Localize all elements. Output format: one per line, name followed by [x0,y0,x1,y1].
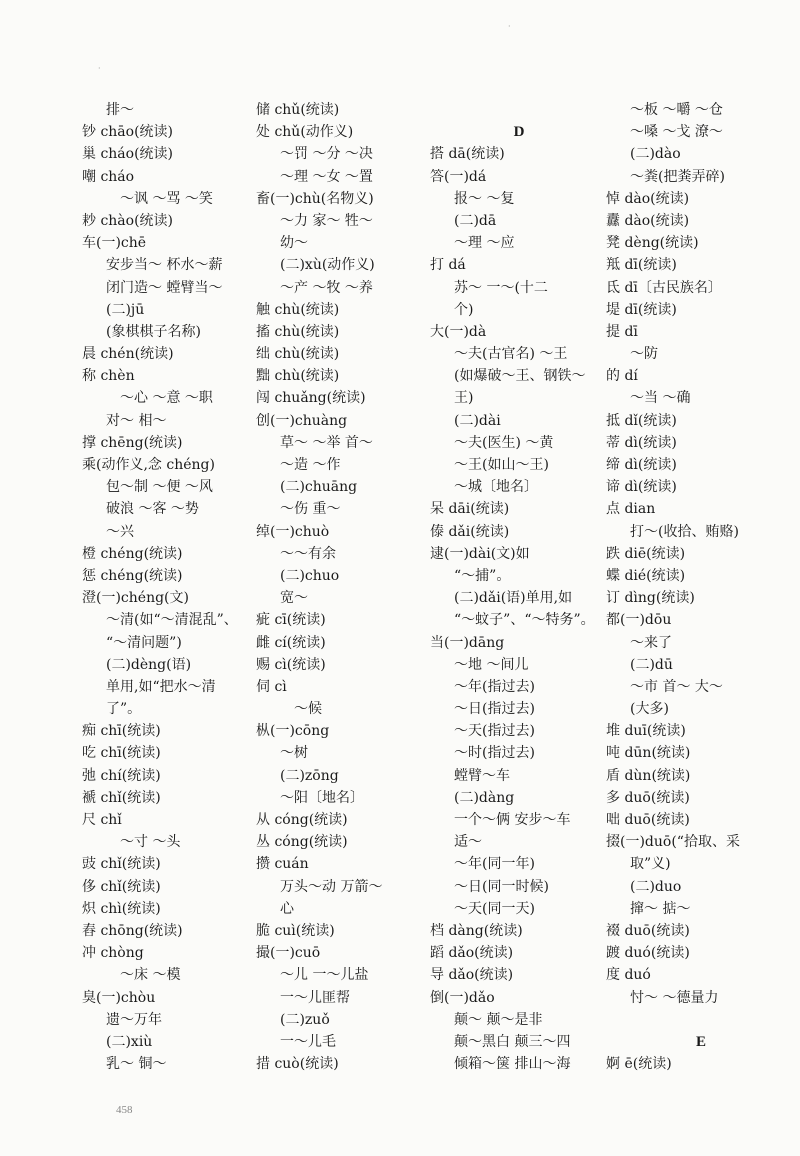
decorative-dot: · [508,22,511,31]
dictionary-entry-line: ～城〔地名〕 [454,479,538,496]
dictionary-entry-line: ～寸 ～头 [120,834,181,851]
dictionary-entry-line: 疵 cī(统读) [256,612,326,629]
dictionary-entry-line: (二)duo [630,878,682,895]
dictionary-entry-line: 掇(一)duō(“拾取、采 [606,834,740,851]
dictionary-entry-line: 取”义) [630,856,671,873]
dictionary-entry-line: 堤 dī(统读) [606,301,677,318]
dictionary-entry-line: 报～ ～复 [454,190,515,207]
dictionary-entry-line: ～防 [630,346,658,363]
dictionary-entry-line: ～床 ～模 [120,967,181,984]
dictionary-entry-line: 凳 dèng(统读) [606,235,699,252]
dictionary-entry-line: 都(一)dōu [606,612,672,629]
dictionary-entry-line: ～心 ～意 ～职 [120,390,213,407]
dictionary-entry-line: 攒 cuán [256,856,309,873]
dictionary-entry-line: “～清问题”) [106,634,182,651]
dictionary-entry-line: ～阳〔地名〕 [280,789,364,806]
dictionary-entry-line: ～时(指过去) [454,745,535,762]
dictionary-entry-line: 的 dí [606,368,638,385]
dictionary-entry-line: 尺 chǐ [82,812,122,828]
dictionary-entry-line: 撑 chēng(统读) [82,434,183,451]
dictionary-entry-line: (如爆破～王、钢铁～ [454,368,586,385]
dictionary-entry-line: ～罚 ～分 ～决 [280,146,373,163]
dictionary-entry-line: 蹈 dǎo(统读) [430,945,514,962]
dictionary-entry-line: 撮(一)cuō [256,945,321,962]
dictionary-entry-line: 触 chù(统读) [256,301,340,318]
section-letter-heading: E [695,1033,706,1050]
dictionary-entry-line: 吃 chī(统读) [82,745,161,762]
dictionary-entry-line: (大多) [630,701,669,718]
dictionary-entry-line: 心 [280,900,294,917]
dictionary-entry-line: (二)xiù [106,1033,153,1050]
dictionary-entry-line: ～造 ～作 [280,457,341,473]
dictionary-entry-line: 创(一)chuàng [256,412,348,429]
dictionary-entry-line: “～蚊子”、“～特务”。 [454,612,595,629]
dictionary-entry-line: 安步当～ 杯水～薪 [106,257,223,274]
dictionary-entry-line: 畜(一)chù(名物义) [256,190,374,207]
dictionary-entry-line: 赐 cì(统读) [256,656,326,673]
dictionary-entry-line: ～天(同一天) [454,900,535,917]
dictionary-entry-line: ～产 ～牧 ～养 [280,279,373,296]
dictionary-entry-line: 处 chǔ(动作义) [256,124,354,141]
dictionary-entry-line: 个) [454,301,474,318]
dictionary-entry-line: 从 cóng(统读) [256,812,348,828]
dictionary-entry-line: 绌 chù(统读) [256,346,340,363]
dictionary-entry-line: 储 chǔ(统读) [256,102,340,118]
dictionary-entry-line: 枞(一)cōng [256,723,330,740]
dictionary-entry-line: 单用,如“把水～清 [106,678,216,695]
dictionary-entry-line: (二)dā [454,212,497,229]
dictionary-entry-line: (二)dài [454,412,501,429]
dictionary-entry-line: 王) [454,390,474,407]
dictionary-entry-line: ～年(指过去) [454,678,535,695]
dictionary-entry-line: ～当 ～确 [630,390,691,407]
dictionary-entry-line: 苏～ 一～(十二 [454,279,548,296]
dictionary-entry-line: ～～有余 [280,545,336,562]
dictionary-entry-line: 舂 chōng(统读) [82,922,183,939]
dictionary-entry-line: 婀 ē(统读) [606,1056,672,1073]
dictionary-entry-line: 傣 dǎi(统读) [430,523,510,540]
dictionary-entry-line: 一～儿毛 [280,1033,336,1050]
dictionary-entry-line: 痴 chī(统读) [82,723,161,740]
dictionary-entry-line: ～理 ～应 [454,235,515,252]
dictionary-entry-line: (二)zōng [280,767,339,784]
dictionary-entry-line: ～树 [280,745,308,762]
dictionary-entry-line: ～王(如山～王) [454,457,549,473]
dictionary-entry-line: ～力 家～ 牲～ [280,212,373,229]
dictionary-entry-line: 草～ ～举 首～ [280,434,373,451]
dictionary-entry-line: 雌 cí(统读) [256,634,326,651]
dictionary-entry-line: 豉 chǐ(统读) [82,856,161,873]
dictionary-entry-line: 耖 chào(统读) [82,212,174,229]
dictionary-entry-line: 一～儿匪帮 [280,989,350,1006]
dictionary-entry-line: 倒(一)dǎo [430,989,495,1006]
dictionary-entry-line: 遗～万年 [106,1011,162,1028]
dictionary-entry-line: (二)dào [630,146,681,163]
dictionary-entry-line: 点 dian [606,501,656,518]
dictionary-entry-line: ～天(指过去) [454,723,535,740]
dictionary-entry-line [606,1009,796,1031]
dictionary-entry-line: 黜 chù(统读) [256,368,340,385]
dictionary-entry-line: 钞 chāo(统读) [82,124,174,141]
dictionary-entry-line: 谛 dì(统读) [606,479,677,496]
dictionary-entry-line: 幼～ [280,235,308,252]
dictionary-entry-line: 打 dá [430,257,466,274]
dictionary-entry-line: 提 dī [606,323,638,340]
dictionary-entry-line: 炽 chì(统读) [82,900,161,917]
dictionary-entry-line: 乘(动作义,念 chéng) [82,457,215,473]
dictionary-entry-line: (二)jū [106,301,145,318]
dictionary-entry-line: 纛 dào(统读) [606,212,690,229]
dictionary-entry-line: 称 chèn [82,368,135,385]
dictionary-entry-line: 闭门造～ 螳臂当～ [106,279,223,296]
dictionary-entry-line: 答(一)dá [430,168,487,185]
dictionary-entry-line: 缔 dì(统读) [606,457,677,473]
dictionary-entry-line: ～市 首～ 大～ [630,678,723,695]
dictionary-entry-line: 氐 dī〔古民族名〕 [606,279,722,296]
dictionary-entry-line: (二)dū [630,656,673,673]
dictionary-entry-line: 咄 duō(统读) [606,812,690,828]
dictionary-entry-line: ～伤 重～ [280,501,341,518]
dictionary-entry-line: 伺 cì [256,678,287,695]
dictionary-entry-line: ～兴 [106,523,134,540]
dictionary-entry-line: 堆 duī(统读) [606,723,686,740]
dictionary-entry-line: 澄(一)chéng(文) [82,590,189,607]
dictionary-entry-line: 臭(一)chòu [82,989,156,1006]
dictionary-entry-line: 绰(一)chuò [256,523,330,540]
dictionary-entry-line: 闯 chuǎng(统读) [256,390,366,407]
dictionary-entry-line: 侈 chǐ(统读) [82,878,161,895]
dictionary-entry-line: 车(一)chē [82,235,147,252]
dictionary-entry-line: 橙 chéng(统读) [82,545,183,562]
dictionary-entry-line: 悼 dào(统读) [606,190,690,207]
dictionary-entry-line: 了”。 [106,701,142,718]
dictionary-entry-line: 踱 duó(统读) [606,945,690,962]
dictionary-entry-line: 抵 dǐ(统读) [606,412,677,429]
dictionary-entry-line: 破浪 ～客 ～势 [106,501,199,518]
dictionary-entry-line: ～日(指过去) [454,701,535,718]
section-letter-heading: D [513,124,525,141]
dictionary-entry-line: 忖～ ～德量力 [630,989,719,1006]
dictionary-entry-line: ～日(同一时候) [454,878,549,895]
dictionary-entry-line: 蒂 dì(统读) [606,434,677,451]
dictionary-entry-line: 适～ [454,834,482,851]
dictionary-entry-line: 度 duó [606,967,651,984]
dictionary-entry-line: 措 cuò(统读) [256,1056,339,1073]
column-2 [256,99,426,1075]
dictionary-entry-line: ～夫(古官名) ～王 [454,346,568,363]
dictionary-entry-line: ～来了 [630,634,672,651]
dictionary-entry-line: 褫 chǐ(统读) [82,789,161,806]
dictionary-entry-line: (象棋棋子名称) [106,323,201,340]
decorative-dot: · [98,64,101,73]
dictionary-entry-line: ～清(如“～清混乱”、 [106,612,238,629]
dictionary-entry-line: 吨 dūn(统读) [606,745,691,762]
column-4 [606,99,796,1075]
dictionary-entry-line: ～理 ～女 ～置 [280,168,373,185]
dictionary-entry-line: 丛 cóng(统读) [256,834,348,851]
dictionary-entry-line: 档 dàng(统读) [430,922,523,939]
dictionary-entry-line: 巢 cháo(统读) [82,146,174,163]
dictionary-entry-line: (二)dèng(语) [106,656,192,673]
dictionary-entry-line: 呆 dāi(统读) [430,501,510,518]
dictionary-entry-line: 搭 dā(统读) [430,146,505,163]
dictionary-entry-line: 一个～俩 安步～车 [454,812,571,828]
dictionary-entry-line: ～讽 ～骂 ～笑 [120,190,213,207]
dictionary-entry-line: 蝶 dié(统读) [606,567,686,584]
dictionary-entry-line: “～捕”。 [454,567,511,584]
dictionary-entry-line: 脆 cuì(统读) [256,922,335,939]
dictionary-entry-line: 颠～黑白 颠三～四 [454,1033,571,1050]
dictionary-entry-line: 排～ [106,102,134,118]
dictionary-entry-line: 宽～ [280,590,308,607]
dictionary-entry-line [430,99,608,121]
dictionary-entry-line: 乳～ 铜～ [106,1056,167,1073]
dictionary-entry-line: 裰 duō(统读) [606,922,690,939]
dictionary-entry-line: ～粪(把粪弄碎) [630,168,725,185]
dictionary-entry-line: 多 duō(统读) [606,789,690,806]
page-number: 458 [116,1104,133,1116]
dictionary-entry-line: 订 dìng(统读) [606,590,695,607]
column-1 [82,99,250,1075]
dictionary-entry-line: 撺～ 掂～ [630,900,691,917]
dictionary-entry-line: 弛 chí(统读) [82,767,161,784]
dictionary-entry-line: 羝 dī(统读) [606,257,677,274]
dictionary-entry-line: 惩 chéng(统读) [82,567,183,584]
dictionary-entry-line: 包～制 ～便 ～风 [106,479,213,496]
dictionary-entry-line: 跌 diē(统读) [606,545,686,562]
dictionary-entry-line: 大(一)dà [430,323,487,340]
dictionary-entry-line: 晨 chén(统读) [82,346,174,363]
dictionary-entry-line: 冲 chòng [82,945,144,962]
dictionary-entry-line: ～候 [294,701,322,718]
dictionary-entry-line: (二)zuǒ [280,1011,330,1028]
dictionary-entry-line: ～夫(医生) ～黄 [454,434,554,451]
dictionary-entry-line: 万头～动 万箭～ [280,878,383,895]
dictionary-entry-line: ～板 ～嚼 ～仓 [630,102,723,118]
dictionary-entry-line: (二)chuāng [280,479,358,496]
dictionary-entry-line: 螳臂～车 [454,767,510,784]
dictionary-entry-line: 打～(收拾、贿赂) [630,523,739,540]
dictionary-entry-line: (二)chuo [280,567,340,584]
dictionary-entry-line: 搐 chù(统读) [256,323,340,340]
dictionary-entry-line: 嘲 cháo [82,168,135,185]
dictionary-entry-line: ～年(同一年) [454,856,535,873]
column-3 [430,99,608,1075]
dictionary-entry-line: 逮(一)dài(文)如 [430,545,530,562]
dictionary-entry-line: (二)dàng [454,789,515,806]
dictionary-entry-line: 当(一)dāng [430,634,505,651]
dictionary-entry-line: ～儿 一～儿盐 [280,967,369,984]
dictionary-entry-line: ～嗓 ～戈 潦～ [630,124,723,141]
dictionary-entry-line: 导 dǎo(统读) [430,967,514,984]
dictionary-entry-line: 颠～ 颠～是非 [454,1011,543,1028]
dictionary-entry-line: 对～ 相～ [106,412,167,429]
dictionary-entry-line: ～地 ～间儿 [454,656,529,673]
dictionary-entry-line: (二)xù(动作义) [280,257,375,274]
dictionary-entry-line: (二)dǎi(语)单用,如 [454,590,573,607]
dictionary-entry-line: 盾 dùn(统读) [606,767,691,784]
dictionary-entry-line: 倾箱～箧 排山～海 [454,1056,571,1073]
